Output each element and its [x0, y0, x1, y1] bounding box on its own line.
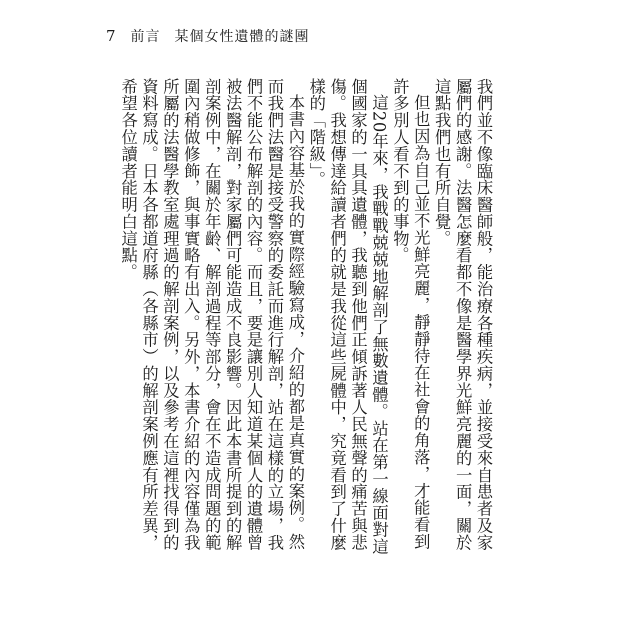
page-number: 7: [106, 27, 117, 45]
section-label: 前言: [130, 29, 161, 45]
paragraph-2: 但也因為自己並不光鮮亮麗，靜靜待在社會的角落，才能看到許多別人看不到的事物。: [390, 78, 431, 551]
chapter-title: 某個女性遺體的謎團: [174, 29, 310, 45]
paragraph-4: 本書內容基於我的實際經驗寫成，介紹的都是真實的案例。然而我們法醫是接受警察的委託而進行解剖，站在這樣的立場，我們不能公布解剖的內容。而且，要是讓別人知道某個人的遺體曾被法醫解剖，對家屬們可能造成不良影響。因此本書所提到的解剖案例中，在關於年齡、解剖過程等部分，會在不造成問題的範圍內稍做修飾，與事實略有出入。另外，本書介紹的內容僅為我所屬的法醫學教室處理過的解剖案例，以及參考在這裡找得到的資料寫成。日本各都道府縣（各縣市）的解剖案例應有所差異，希望各位讀者能明白這點。: [118, 78, 305, 551]
vertical-body-text: [118, 78, 493, 558]
paragraph-3: 這20年來，我戰戰兢兢地解剖了無數遺體。站在第一線面對這個國家的一具具遺體，我聽到他們正傾訴著人民無聲的痛苦與悲傷。我想傳達給讀者們的就是我從這些屍體中，究竟看到了什麼樣的「階級」。: [306, 78, 389, 556]
paragraph-1: 我們並不像臨床醫師般，能治療各種疾病，並接受來自患者及家屬們的感謝。法醫怎麼看都不像是醫學界光鮮亮麗的一面，關於這點我們也有所自覺。: [432, 78, 493, 551]
running-header: [106, 26, 310, 46]
